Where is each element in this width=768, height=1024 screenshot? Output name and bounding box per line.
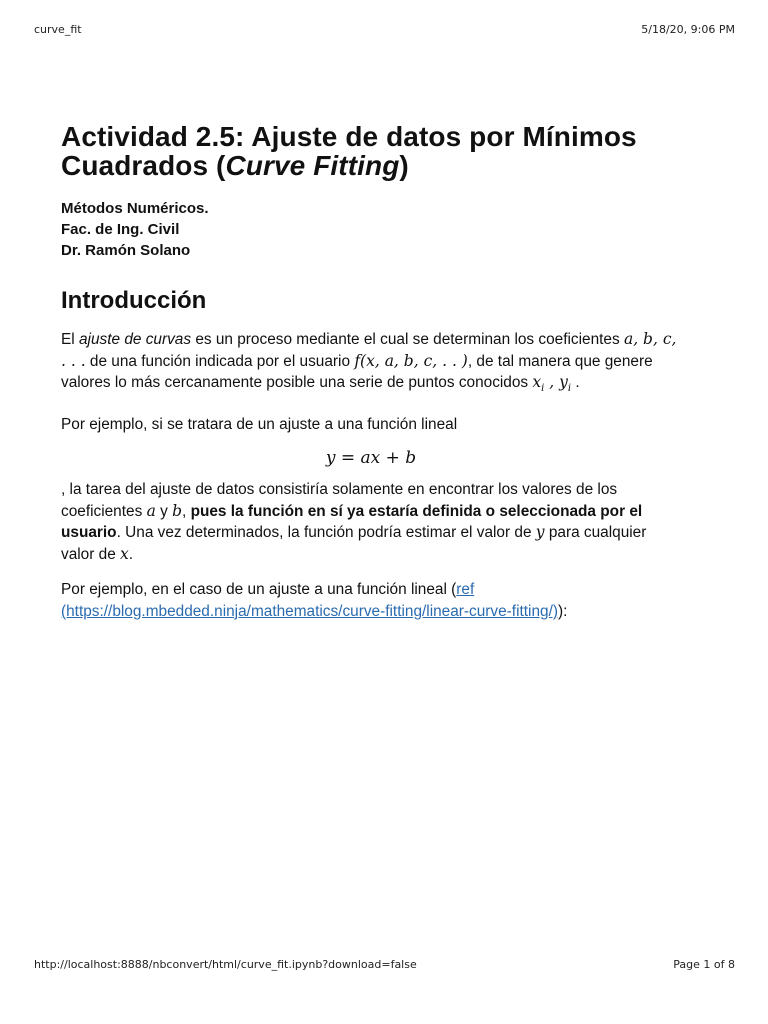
bold-text: pues la función en sí ya estaría definida o seleccionada por el usuario: [61, 502, 643, 542]
ref-link[interactable]: ref (https://blog.mbedded.ninja/mathematics/curve-fitting/linear-curve-fitting/): [61, 581, 558, 620]
title-italic-text: Curve Fitting: [225, 150, 400, 181]
text-run: ):: [558, 602, 568, 620]
intro-paragraph: [61, 329, 681, 400]
math-y-subscript: i: [567, 383, 572, 395]
display-equation: y = ax + b: [325, 448, 417, 469]
math-coefficients: a, b, c, . . .: [61, 330, 677, 370]
title-text: Actividad 2.5: Ajuste de datos por Mínimos Cuadrados (: [61, 121, 637, 181]
notebook-content: [61, 122, 681, 622]
course-line: Métodos Numéricos.: [61, 200, 209, 217]
math-separator: ,: [544, 373, 560, 391]
title-text-end: ): [399, 150, 409, 181]
math-y: y: [559, 373, 568, 391]
example-paragraph: Por ejemplo, si se tratara de un ajuste a una función lineal: [61, 415, 458, 433]
text-run: para cualquier valor de: [61, 524, 647, 563]
print-footer-page-number: Page 1 of 8: [673, 958, 735, 971]
print-header-title: curve_fit: [34, 23, 82, 36]
math-b: b: [172, 501, 182, 520]
print-header: [34, 23, 735, 36]
math-a: a: [146, 501, 156, 520]
text-run: de una función indicada por el usuario: [85, 352, 355, 370]
author-info: [61, 198, 681, 261]
print-header-timestamp: 5/18/20, 9:06 PM: [641, 23, 735, 36]
math-x: x: [532, 373, 542, 391]
print-footer-url: http://localhost:8888/nbconvert/html/curve_fit.ipynb?download=false: [34, 958, 417, 971]
math-x-subscript: i: [541, 383, 545, 395]
text-run: . Una vez determinados, la función podría estimar el valor de: [116, 524, 536, 542]
text-run: , la tarea del ajuste de datos consistiría solamente en encontrar los valores de los coeficientes: [61, 481, 618, 520]
math-y: y: [535, 523, 545, 542]
math-function: f(x, a, b, c, . . ): [354, 351, 468, 370]
math-points: [532, 373, 572, 395]
italic-text: ajuste de curvas: [78, 331, 192, 348]
math-x: x: [120, 544, 129, 563]
text-run: es un proceso mediante el cual se determinan los coeficientes: [191, 331, 624, 348]
print-footer: [34, 958, 735, 971]
page-title: [61, 122, 681, 180]
text-run: .: [128, 545, 134, 563]
text-run: Por ejemplo, en el caso de un ajuste a una función lineal (: [61, 581, 457, 599]
section-heading-introduccion: Introducción: [61, 287, 207, 314]
text-run: y: [155, 502, 173, 520]
text-run: El: [61, 331, 79, 348]
faculty-line: Fac. de Ing. Civil: [61, 221, 180, 238]
author-line: Dr. Ramón Solano: [61, 242, 191, 259]
text-run: ,: [182, 502, 191, 520]
text-run: .: [571, 374, 580, 391]
linear-example-paragraph: [61, 579, 681, 622]
explanation-paragraph: [61, 479, 681, 565]
text-run: , de tal manera que genere valores lo más cercanamente posible una serie de puntos conocidos: [61, 352, 653, 391]
